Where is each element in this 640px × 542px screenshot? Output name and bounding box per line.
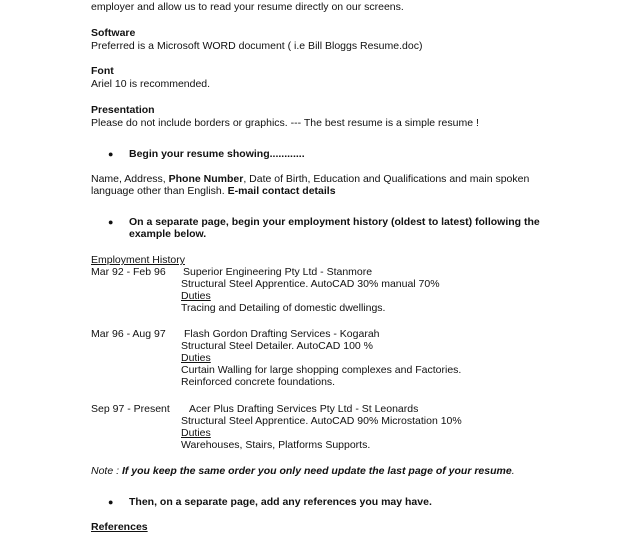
job-duties-label: Duties [181,290,211,302]
job-company: Flash Gordon Drafting Services - Kogarah [184,328,380,340]
bullet-references: Then, on a separate page, add any references you may have. [129,496,432,508]
note-label: Note : [91,465,122,477]
bullet-employment-line-2: example below. [129,228,207,240]
job-dates: Mar 92 - Feb 96 [91,266,166,278]
job-dates: Sep 97 - Present [91,403,170,415]
bullet-icon: ● [108,217,114,227]
bullet-icon: ● [108,497,114,507]
font-heading: Font [91,65,114,77]
bullet-begin-resume: Begin your resume showing............ [129,148,305,160]
job-duties-label: Duties [181,427,211,439]
presentation-heading: Presentation [91,104,155,116]
bullet-employment-line-1: On a separate page, begin your employment history (oldest to latest) following the [129,216,540,228]
phone-number-emphasis: Phone Number [168,173,244,185]
software-text: Preferred is a Microsoft WORD document ( i.e Bill Bloggs Resume.doc) [91,40,423,52]
note-line: Note : If you keep the same order you only need update the last page of your resume. [91,465,515,477]
job-company: Acer Plus Drafting Services Pty Ltd - St Leonards [189,403,419,415]
job-duties-label: Duties [181,352,211,364]
presentation-text: Please do not include borders or graphics. --- The best resume is a simple resume ! [91,117,479,129]
intro-line: employer and allow us to read your resume directly on our screens. [91,1,404,13]
job-duty: Curtain Walling for large shopping complexes and Factories. [181,364,462,376]
references-heading: References [91,521,148,533]
bullet-icon: ● [108,149,114,159]
job-duty: Warehouses, Stairs, Platforms Supports. [181,439,371,451]
job-role: Structural Steel Apprentice. AutoCAD 90% Microstation 10% [181,415,462,427]
job-duty: Tracing and Detailing of domestic dwellings. [181,302,386,314]
job-dates: Mar 96 - Aug 97 [91,328,166,340]
job-role: Structural Steel Detailer. AutoCAD 100 % [181,340,374,352]
details-line-1: Name, Address, Phone Number, Date of Birth, Education and Qualifications and main spoken [91,173,530,185]
font-text: Ariel 10 is recommended. [91,78,211,90]
job-role: Structural Steel Apprentice. AutoCAD 30% manual 70% [181,278,440,290]
details-line-2: language other than English. E-mail contact details [91,185,336,197]
job-company: Superior Engineering Pty Ltd - Stanmore [183,266,373,278]
employment-history-heading: Employment History [91,254,185,266]
job-duty: Reinforced concrete foundations. [181,376,336,388]
software-heading: Software [91,27,136,39]
email-contact-emphasis: E-mail contact details [227,185,336,197]
note-text: If you keep the same order you only need update the last page of your resume [121,465,512,477]
